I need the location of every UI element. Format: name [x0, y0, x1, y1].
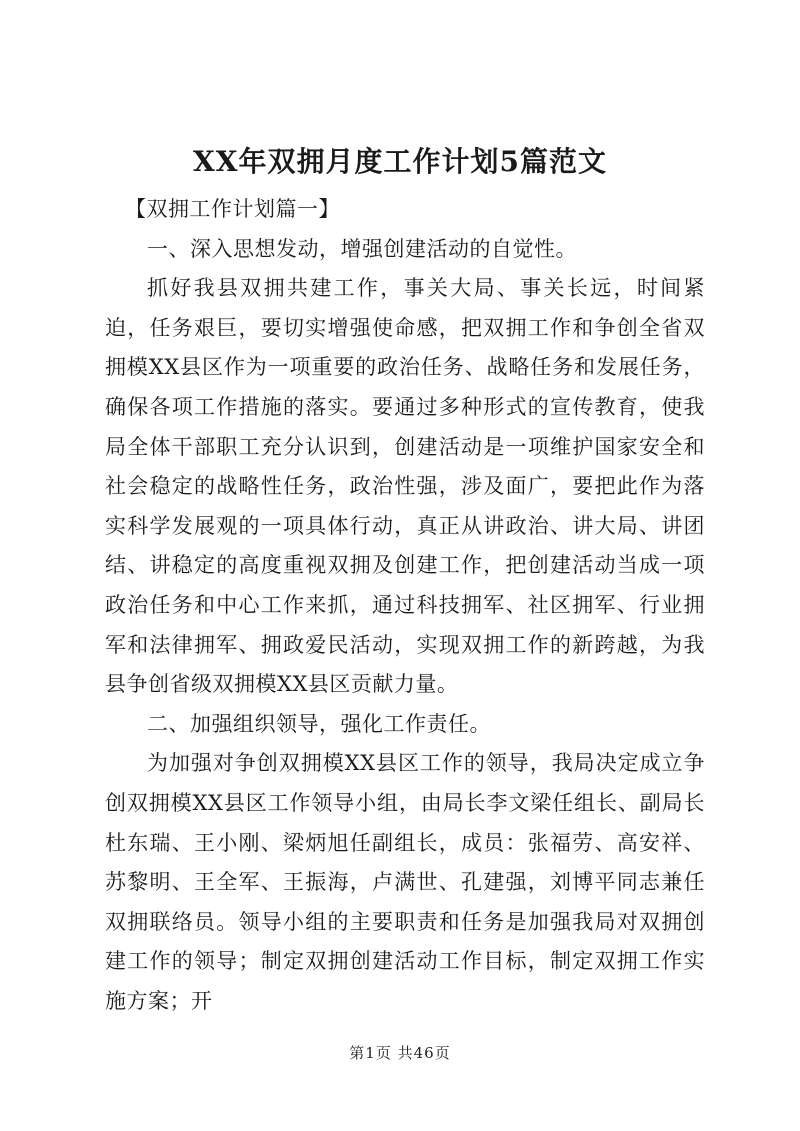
subheading-2: 二、加强组织领导，强化工作责任。 [147, 711, 491, 736]
paragraph-1: 抓好我县双拥共建工作，事关大局、事关长远，时间紧迫，任务艰巨，要切实增强使命感，把双拥工作和争创全省双拥模XX县区作为一项重要的政治任务、战略任务和发展任务，确保各项工作措施的落实。要通过多种形式的宣传教育，使我局全体干部职工充分认识到，创建活动是一项维护国家安全和社会稳定的战略性任务，政治性强，涉及面广，要把此作为落实科学发展观的一项具体行动，真正从讲政治、讲大局、讲团结、讲稳定的高度重视双拥及创建工作，把创建活动当成一项政治任务和中心工作来抓，通过科技拥军、社区拥军、行业拥军和法律拥军、拥政爱民活动，实现双拥工作的新跨越，为我县争创省级双拥模XX县区贡献力量。 [105, 276, 705, 697]
document-body [105, 190, 705, 1021]
document-title: XX年双拥月度工作计划5篇范文 [193, 145, 607, 178]
subheading-1: 一、深入思想发动，增强创建活动的自觉性。 [147, 236, 577, 261]
paragraph-2: 为加强对争创双拥模XX县区工作的领导，我局决定成立争创双拥模XX县区工作领导小组，由局长李文梁任组长、副局长杜东瑞、王小刚、梁炳旭任副组长，成员：张福劳、高安祥、苏黎明、王全军、王振海，卢满世、孔建强，刘博平同志兼任双拥联络员。领导小组的主要职责和任务是加强我局对双拥创建工作的领导；制定双拥创建活动工作目标，制定双拥工作实施方案；开 [105, 751, 705, 1013]
section-heading: 【双拥工作计划篇一】 [125, 197, 340, 221]
page-number-footer: 第1页 共46页 [349, 1044, 451, 1062]
